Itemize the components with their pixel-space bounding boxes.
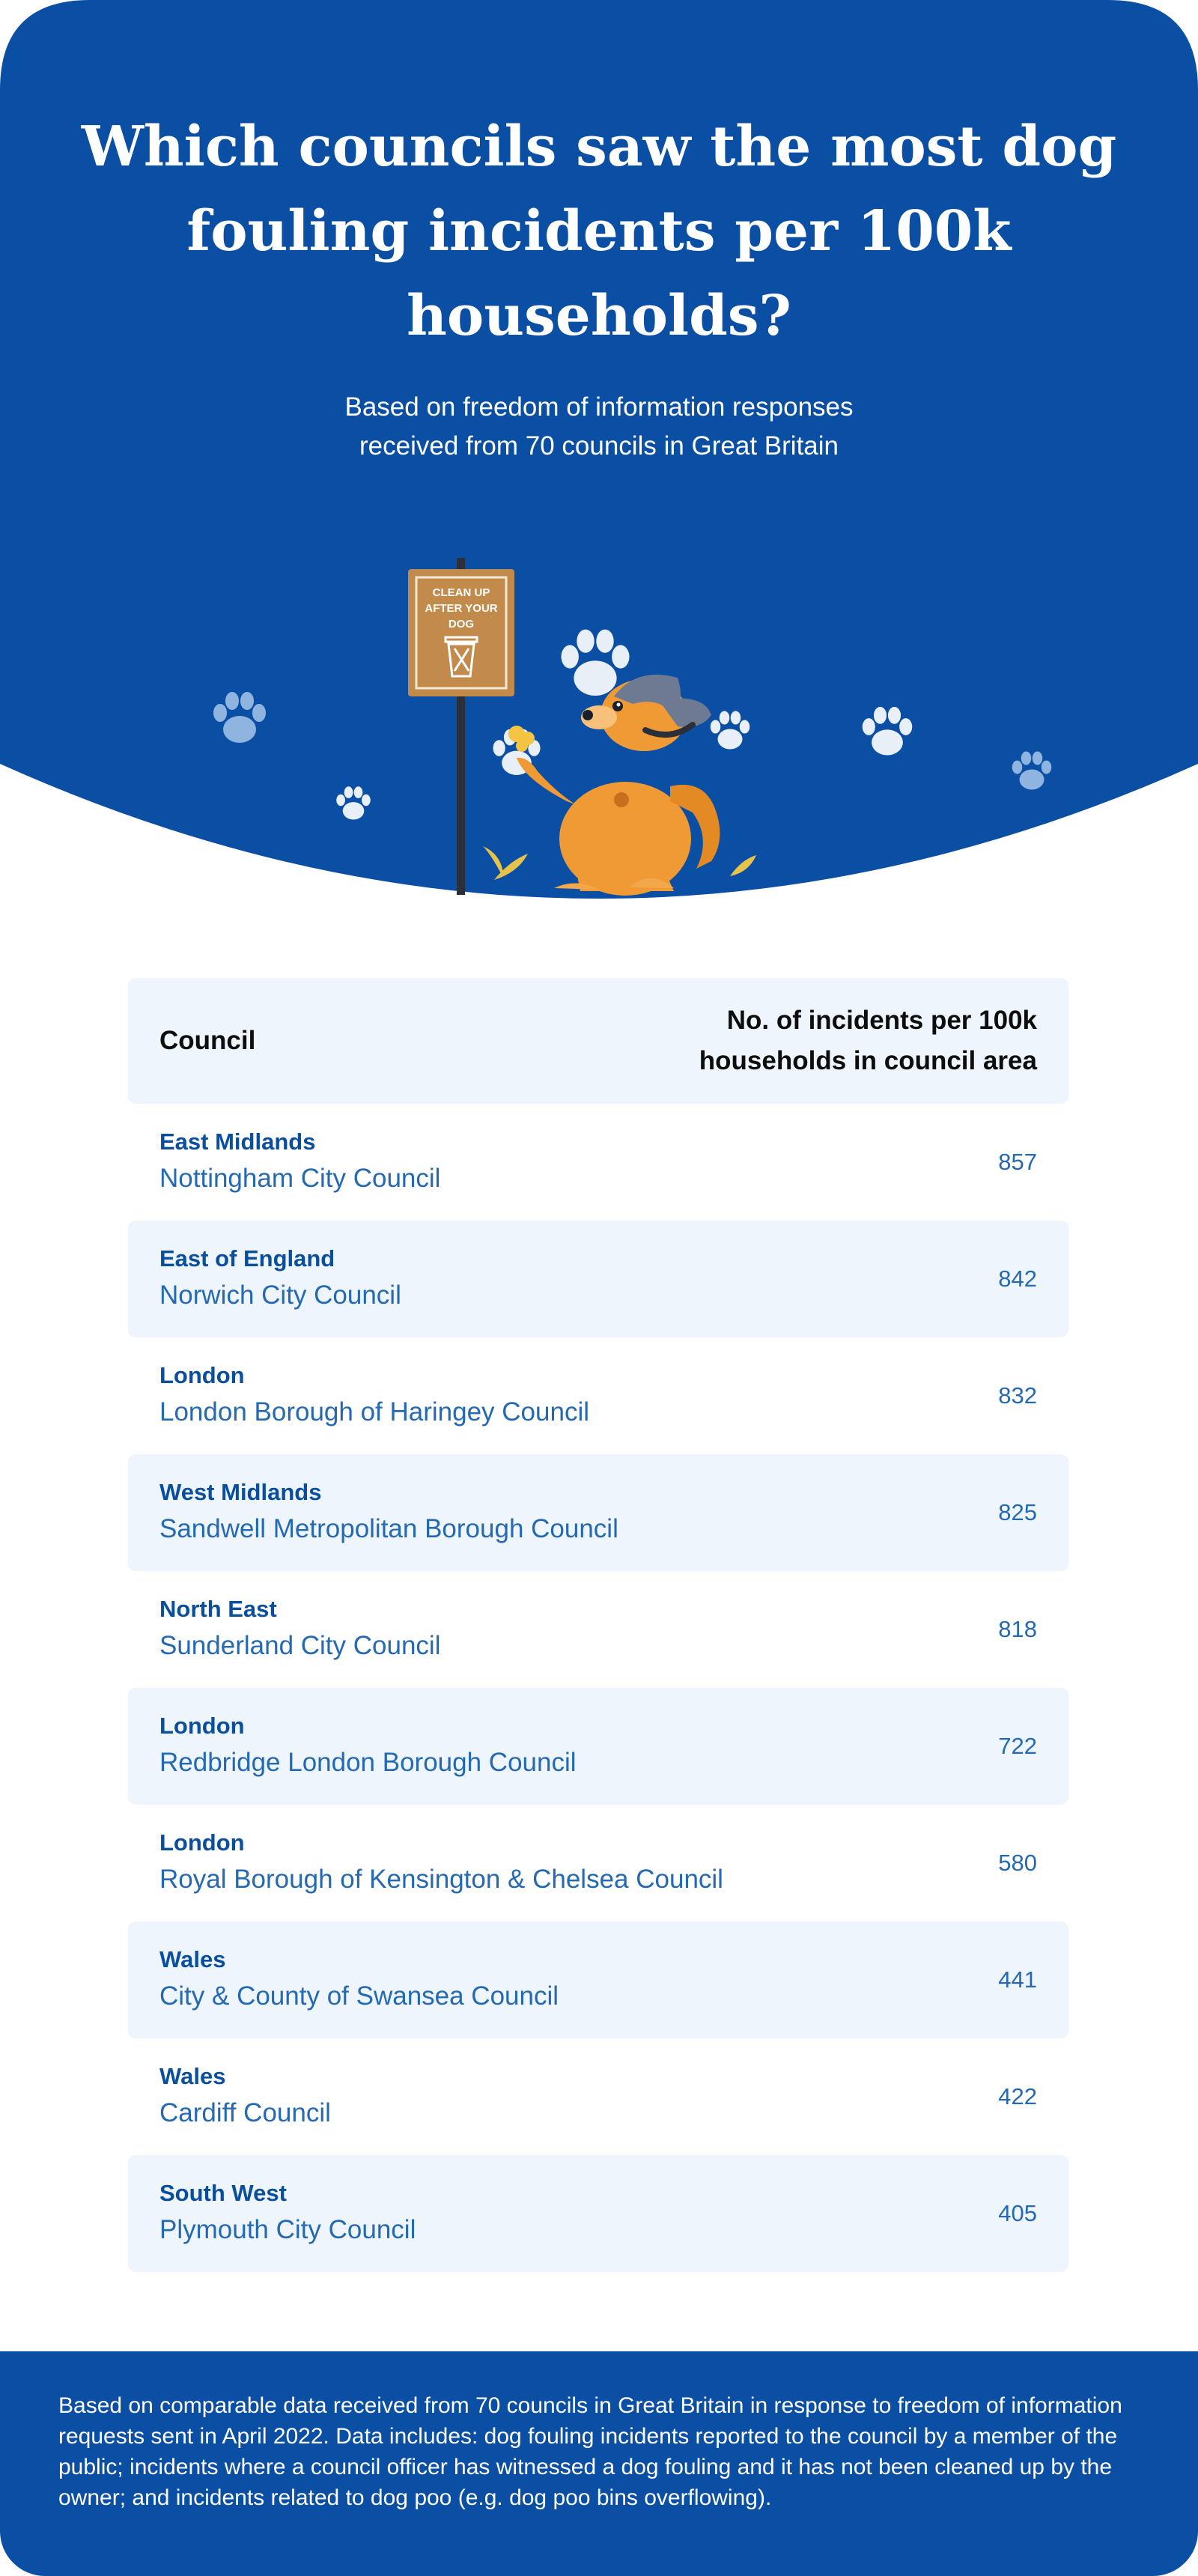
incident-value: 405 [998, 2200, 1037, 2226]
region-label: London [159, 1829, 245, 1856]
table-row [128, 1104, 1068, 1221]
row-label [159, 2062, 331, 2132]
region-label: West Midlands [159, 1479, 322, 1505]
paw-print-icon [213, 692, 266, 743]
region-label: South West [159, 2180, 287, 2206]
paw-print-icon [711, 711, 750, 750]
table-row [128, 1454, 1068, 1571]
table-row [128, 1337, 1068, 1454]
council-name: Sunderland City Council [159, 1631, 441, 1660]
council-name: Nottingham City Council [159, 1164, 441, 1193]
column-header-council: Council [159, 1026, 256, 1055]
row-label [159, 1594, 440, 1665]
table-row [128, 2038, 1068, 2155]
page-subtitle: Based on freedom of information responses received from 70 councils in Great Britain [344, 392, 854, 461]
incident-value: 441 [998, 1966, 1037, 1993]
row-label [159, 2178, 416, 2249]
council-name: Cardiff Council [159, 2098, 331, 2127]
row-label [159, 1711, 577, 1781]
paw-print-icon [1012, 752, 1052, 790]
table-row [128, 1221, 1068, 1337]
row-label [159, 1244, 401, 1314]
sign-text-3: DOG [448, 618, 475, 631]
sign-board [408, 569, 514, 696]
table-body [128, 1104, 1068, 2272]
incident-value: 842 [998, 1266, 1037, 1292]
council-table [128, 978, 1068, 2272]
row-label [159, 1828, 723, 1898]
incident-value: 832 [998, 1382, 1037, 1409]
incident-value: 422 [998, 2083, 1037, 2109]
page-title: Which councils saw the most dog fouling incidents per 100k households? [81, 115, 1117, 348]
plant-icon [483, 846, 528, 880]
region-label: North East [159, 1596, 277, 1622]
incident-value: 580 [998, 1850, 1037, 1876]
column-header-incidents: No. of incidents per 100k households in council area [699, 1006, 1037, 1075]
council-name: Sandwell Metropolitan Borough Council [159, 1514, 618, 1543]
hero-section [0, 0, 1198, 899]
table-row [128, 1571, 1068, 1688]
region-label: Wales [159, 1946, 226, 1972]
region-label: East Midlands [159, 1128, 316, 1155]
region-label: Wales [159, 2063, 226, 2089]
region-label: London [159, 1362, 245, 1388]
table-row [128, 2155, 1068, 2272]
council-name: Norwich City Council [159, 1281, 401, 1310]
region-label: East of England [159, 1245, 335, 1272]
footer-note: Based on comparable data received from 70 councils in Great Britain in response to freedom of information requests sent in April 2022. Data includes: dog fouling incidents reported to the council by a member of the public; incidents where a council officer has witnessed a dog fouling and it has not been cleaned up by the owner; and incidents related to dog poo (e.g. dog poo bins overflowing). [58, 2393, 1122, 2510]
sign-text-1: CLEAN UP [432, 586, 490, 599]
table-row [128, 1922, 1068, 2038]
table-header [128, 978, 1068, 1104]
incident-value: 825 [998, 1499, 1037, 1525]
row-label [159, 1477, 618, 1548]
council-name: Plymouth City Council [159, 2215, 416, 2244]
paw-print-icon [336, 786, 371, 819]
council-name: Redbridge London Borough Council [159, 1748, 577, 1777]
row-label [159, 1361, 589, 1431]
plant-icon [730, 855, 756, 876]
table-row [128, 1688, 1068, 1805]
council-name: Royal Borough of Kensington & Chelsea Council [159, 1865, 723, 1894]
incident-value: 722 [998, 1733, 1037, 1759]
region-label: London [159, 1713, 245, 1739]
row-label [159, 1945, 559, 2015]
dog-illustration [0, 524, 1198, 899]
council-name: City & County of Swansea Council [159, 1981, 559, 2011]
footer [0, 2351, 1198, 2576]
dog-icon [517, 675, 720, 896]
sign-text-2: AFTER YOUR [425, 602, 498, 615]
incident-value: 857 [998, 1149, 1037, 1175]
paw-print-icon [863, 707, 913, 756]
council-name: London Borough of Haringey Council [159, 1397, 589, 1427]
incident-value: 818 [998, 1616, 1037, 1642]
row-label [159, 1127, 440, 1197]
table-row [128, 1805, 1068, 1922]
